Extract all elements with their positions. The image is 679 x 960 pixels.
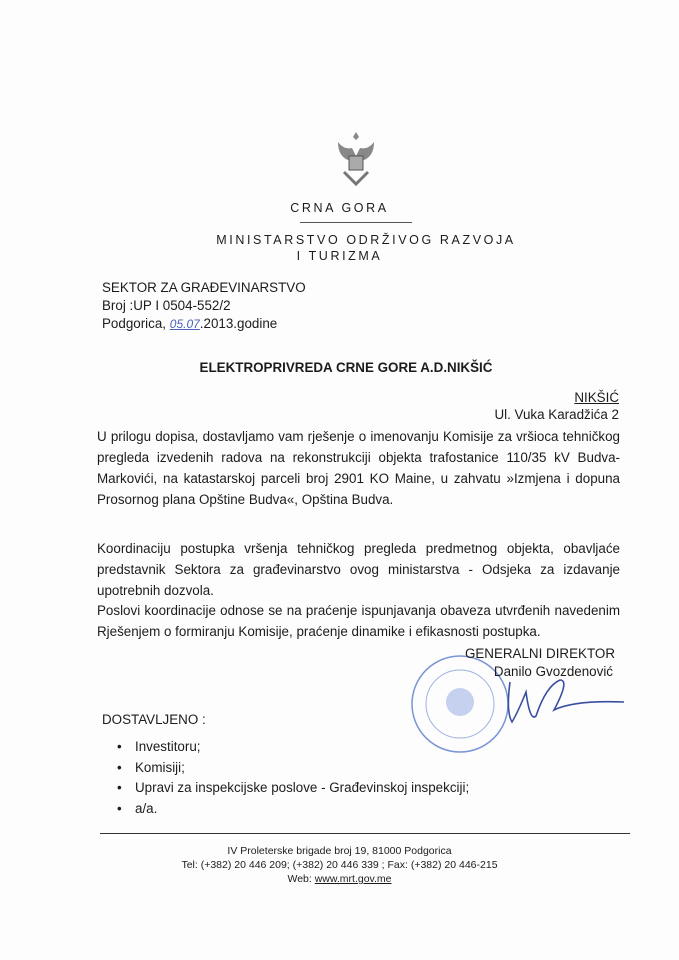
coat-of-arms-icon [330,128,382,190]
footer-phones: Tel: (+382) 20 446 209; (+382) 20 446 339 ; Fax: (+382) 20 446-215 [181,859,498,871]
footer-divider [100,833,630,834]
ministry-name-2: I TURIZMA [296,249,383,263]
place: Podgorica, [102,316,167,331]
distribution-label: DOSTAVLJENO : [102,712,206,727]
web-label: Web: [287,873,315,885]
date-line [102,316,277,331]
recipient-city: NIKŠIĆ [574,390,619,405]
footer-web-line [0,873,679,885]
recipient-name: ELEKTROPRIVREDA CRNE GORE A.D.NIKŠIĆ [199,360,493,375]
footer-address: IV Proleterske brigade broj 19, 81000 Podgorica [227,845,452,857]
signature-icon [500,672,630,732]
paragraph-3: Poslovi koordinacije odnose se na praćenje ispunjavanja obaveza utvrđenih navedenim Rješenjem o formiranju Komisije, praćenje dinamike i efikasnosti postupka. [97,603,620,639]
recipient-street: Ul. Vuka Karadžića 2 [494,407,619,422]
reference-number: Broj :UP I 0504-552/2 [102,298,231,313]
date-suffix: .2013.godine [199,316,278,331]
list-item: • Investitoru; [113,739,469,760]
sector-name: SEKTOR ZA GRAĐEVINARSTVO [102,280,306,295]
signatory-title: GENERALNI DIREKTOR [464,646,615,661]
paragraph-1: U prilogu dopisa, dostavljamo vam rješenje o imenovanju Komisije za vršioca tehničkog pregleda izvedenih radova na rekonstrukciji objekta trafostanice 110/35 kV Budva-Markovići, na katastarskoj parceli broj 2901 KO Maine, u zahvatu »Izmjena i dopuna Prosornog plana Opštine Budva«, Opština Budva. [97,429,620,507]
list-item: • Komisiji; [113,760,469,781]
list-item: • a/a. [113,801,469,822]
handwritten-date: 05.07 [169,317,200,331]
paragraph-2: Koordinaciju postupka vršenja tehničkog pregleda predmetnog objekta, obavljaće predstavnik Sektora za građevinarstvo ovog ministarstva - Odsjeka za izdavanje upotrebnih dozvola. [97,541,620,598]
distribution-list [113,739,469,821]
website-link[interactable]: www.mrt.gov.me [314,873,392,885]
header-divider [300,222,412,223]
list-item: • Upravi za inspekcijske poslove - Građevinskoj inspekciji; [113,780,469,801]
country-name: CRNA GORA [290,201,389,215]
ministry-name: MINISTARSTVO ODRŽIVOG RAZVOJA [216,233,516,247]
signatory-name: Danilo Gvozdenović [493,664,613,679]
